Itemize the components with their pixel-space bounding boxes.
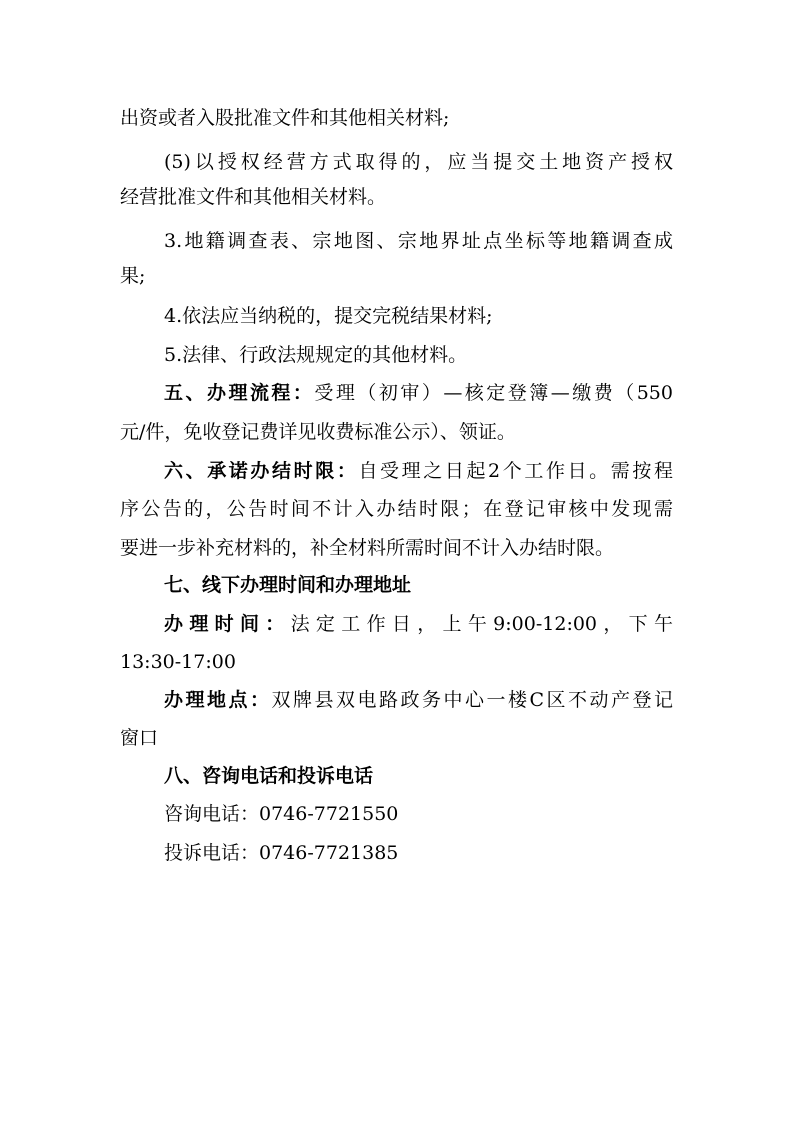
paragraph-line	[164, 150, 673, 174]
line-text: 出资或者入股批准文件和其他相关材料;	[120, 107, 450, 129]
paragraph-line	[164, 304, 493, 328]
line-text: (5)以授权经营方式取得的，应当提交土地资产授权	[164, 151, 673, 173]
line-text: 4.依法应当纳税的，提交完税结果材料;	[164, 305, 493, 327]
office-hours-label: 办理时间：	[164, 613, 291, 635]
section-heading: 七、线下办理时间和办理地址	[164, 574, 412, 596]
consult-phone-line	[164, 802, 398, 826]
consult-phone: 咨询电话：0746-7721550	[164, 803, 399, 825]
paragraph-line	[120, 264, 145, 288]
line-text: 自受理之日起2个工作日。需按程	[358, 460, 673, 482]
paragraph-line	[120, 497, 673, 521]
section-7-line	[164, 573, 411, 597]
complaint-phone-line	[164, 841, 398, 865]
office-address-label: 办理地点：	[164, 689, 272, 711]
office-hours-line	[164, 612, 673, 636]
paragraph-line	[120, 185, 386, 209]
office-hours-text: 法定工作日，上午9:00-12:00，下午	[290, 613, 673, 635]
paragraph-line	[164, 229, 673, 253]
paragraph-line	[120, 420, 516, 444]
line-text: 5.法律、行政法规规定的其他材料。	[164, 344, 468, 366]
line-text: 13:30-17:00	[120, 651, 236, 673]
line-text: 受理（初审）—核定登簿—缴费（550	[314, 382, 673, 404]
section-6-line	[164, 459, 673, 483]
paragraph-line	[164, 343, 467, 367]
section-8-line	[164, 764, 373, 788]
section-5-line	[164, 381, 673, 405]
paragraph-line	[120, 106, 449, 130]
line-text: 要进一步补充材料的，补全材料所需时间不计入办结时限。	[120, 537, 615, 559]
line-text: 窗口	[120, 727, 159, 749]
line-text: 经营批准文件和其他相关材料。	[120, 186, 387, 208]
office-address-line	[164, 688, 673, 712]
line-text: 序公告的，公告时间不计入办结时限；在登记审核中发现需	[120, 498, 673, 520]
paragraph-line	[120, 536, 614, 560]
section-heading: 六、承诺办结时限：	[164, 460, 359, 482]
line-text: 元/件，免收登记费详见收费标准公示）、领证。	[120, 421, 516, 443]
complaint-phone: 投诉电话：0746-7721385	[164, 842, 399, 864]
section-heading: 五、办理流程：	[164, 382, 315, 404]
office-address-text: 双牌县双电路政务中心一楼C区不动产登记	[271, 689, 673, 711]
line-text: 3.地籍调查表、宗地图、宗地界址点坐标等地籍调查成	[164, 230, 673, 252]
paragraph-line	[120, 726, 158, 750]
paragraph-line	[120, 650, 236, 674]
line-text: 果;	[120, 265, 146, 287]
section-heading: 八、咨询电话和投诉电话	[164, 765, 374, 787]
